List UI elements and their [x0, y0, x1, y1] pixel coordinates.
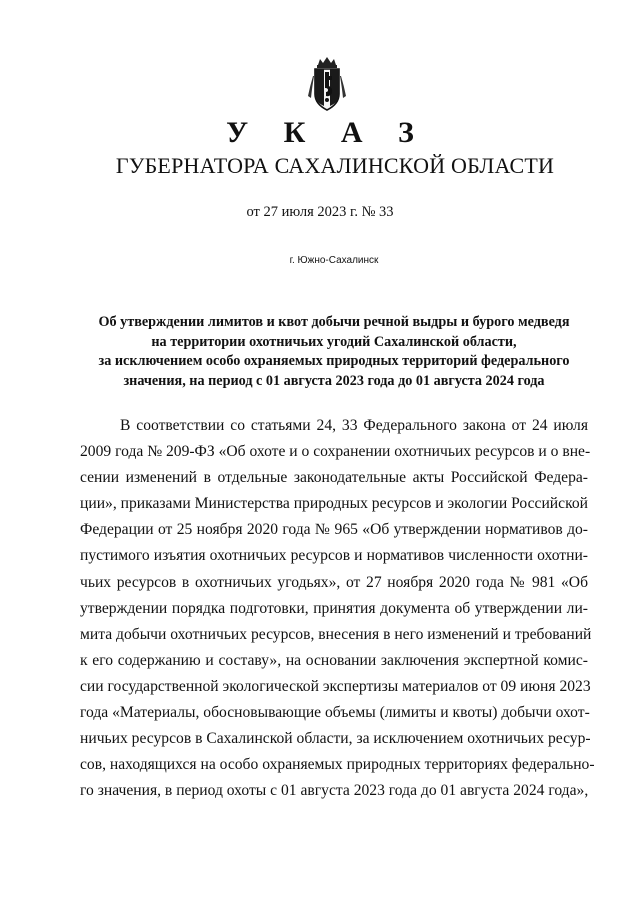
body-line: Федерации от 25 ноября 2020 года № 965 «Об утверждении нормативов до- [80, 521, 588, 539]
heading-line: на территории охотничьих угодий Сахалинской области, [151, 333, 517, 350]
body-line: утверждении порядка подготовки, принятия документа об утверждении ли- [80, 599, 588, 617]
body-line: В соответствии со статьями 24, 33 Федерального закона от 24 июля [120, 417, 588, 434]
decree-title: У К А З [226, 116, 428, 149]
body-line: 2009 года № 209-ФЗ «Об охоте и о сохранении охотничьих ресурсов и о вне- [80, 443, 591, 461]
body-line: к его содержанию и составу», на основании заключения экспертной комис- [80, 651, 588, 669]
body-line: ничьих ресурсов в Сахалинской области, за исключением охотничьих ресур- [80, 730, 591, 748]
body-line: сении изменений в отдельные законодательные акты Российской Федера- [80, 469, 588, 487]
decree-date-number: от 27 июля 2023 г. № 33 [246, 204, 394, 220]
body-line: чьих ресурсов в охотничьих угодьях», от 27 ноября 2020 года № 981 «Об [80, 573, 588, 591]
body-line: пустимого изъятия охотничьих ресурсов и нормативов численности охотни- [80, 547, 588, 565]
body-line: го значения, в период охоты с 01 августа 2023 года до 01 августа 2024 года», [80, 782, 589, 800]
decree-issuer: ГУБЕРНАТОРА САХАЛИНСКОЙ ОБЛАСТИ [115, 153, 555, 178]
body-line: года «Материалы, обосновывающие объемы (лимиты и квоты) добычи охот- [80, 704, 590, 722]
decree-heading [76, 313, 592, 391]
body-line: сии государственной экологической экспертизы материалов от 09 июня 2023 [80, 677, 591, 695]
heading-line: значения, на период с 01 августа 2023 года до 01 августа 2024 года [123, 372, 545, 389]
body-line: ции», приказами Министерства природных ресурсов и экологии Российской [80, 495, 588, 513]
heading-line: Об утверждении лимитов и квот добычи речной выдры и бурого медведя [98, 314, 570, 330]
decree-body-paragraph [80, 413, 595, 804]
body-line: мита добычи охотничьих ресурсов, внесения в него изменений и требований [80, 625, 592, 643]
coat-of-arms-emblem [304, 56, 350, 112]
body-line: сов, находящихся на особо охраняемых природных территориях федерально- [80, 756, 595, 774]
coat-of-arms-icon [304, 56, 350, 112]
decree-city: г. Южно-Сахалинск [289, 255, 379, 266]
heading-line: за исключением особо охраняемых природных территорий федерального [98, 353, 570, 369]
